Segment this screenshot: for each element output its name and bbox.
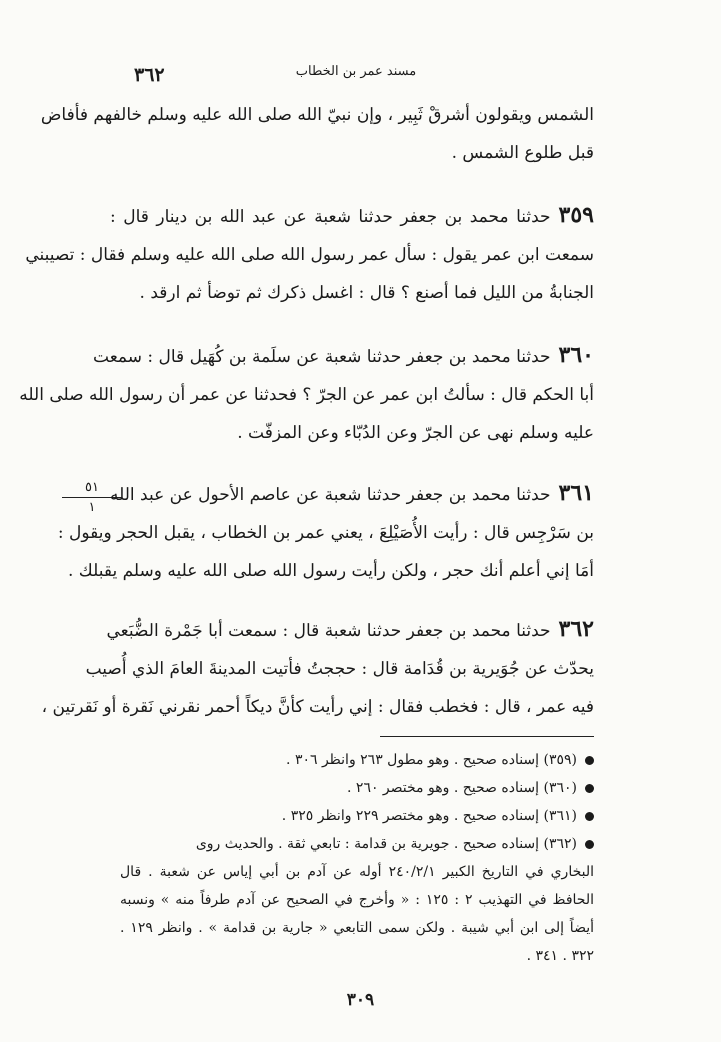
text-line: حدثنا محمد بن جعفر حدثنا شعبة عن عاصم الأحول عن عبد الله [110, 485, 551, 505]
hadith-360 [19, 336, 594, 452]
text-line: عليه وسلم نهى عن الجرّ وعن الدُبّاء وعن المزفّت . [237, 423, 594, 443]
text-line: بن سَرْجِس قال : رأيت الأُصَيْلِعَ ، يعني عمر بن الخطاب ، يقبل الحجر ويقول : [57, 523, 594, 543]
footnote-separator [380, 736, 594, 737]
footnotes [120, 746, 594, 970]
hadith-number: ٣٥٩ [558, 202, 594, 228]
bullet-icon [585, 784, 594, 793]
footnote-continuation: ٣٢٢ . ٣٤١ . [526, 948, 594, 964]
text-line: قبل طلوع الشمس . [451, 143, 594, 163]
header-page-number: ٣٦٢ [134, 64, 165, 86]
text-line: أبا الحكم قال : سألتُ ابن عمر عن الجرّ ؟ فحدثنا عن عمر أن رسول الله صلى الله [19, 385, 594, 405]
text-line: فيه عمر ، قال : فخطب فقال : إني رأيت كأنَّ ديكاً أحمر نقرني نَقرة أو نَقرتين ، [41, 697, 594, 717]
footnote-continuation: أيضاً إلى ابن أبي شيبة . ولكن سمى التابعي « جارية بن قدامة » . وانظر ١٢٩ . [120, 920, 594, 936]
hadith-number: ٣٦١ [558, 480, 594, 506]
hadith-number: ٣٦٢ [558, 616, 594, 642]
text-line: أمَا إني أعلم أنك حجر ، ولكن رأيت رسول الله صلى الله عليه وسلم يقبلك . [67, 561, 594, 581]
text-line: الجنابةُ من الليل فما أصنع ؟ قال : اغسل ذكرك ثم توضأ ثم ارقد . [139, 283, 594, 303]
running-header [120, 62, 592, 86]
paragraph-continuation [40, 96, 594, 172]
text-line: الشمس ويقولون أشرقْ ثَبِير ، وإن نبيّ الله صلى الله عليه وسلم خالفهم فأفاض [40, 105, 594, 125]
text-line: حدثنا محمد بن جعفر حدثنا شعبة عن عبد الله بن دينار قال : [110, 207, 551, 227]
text-line: سمعت ابن عمر يقول : سأل عمر رسول الله صلى الله عليه وسلم فقال : تصيبني [25, 245, 594, 265]
footnote-continuation: الحافظ في التهذيب ٢ : ١٢٥ : « وأخرج في الصحيح عن آدم طرفاً منه » ونسبه [120, 892, 594, 908]
margin-note-bottom: ١ [88, 500, 96, 515]
text-line: حدثنا محمد بن جعفر حدثنا شعبة قال : سمعت أبا جَمْرة الضُّبَعي [106, 621, 551, 641]
bullet-icon [585, 812, 594, 821]
margin-note-top: ٥١ [62, 480, 122, 498]
footer-page-number: ٣٠٩ [346, 990, 375, 1010]
header-title: مسند عمر بن الخطاب [295, 64, 417, 79]
footnote [120, 774, 594, 802]
hadith-362 [41, 610, 594, 726]
hadith-number: ٣٦٠ [558, 342, 594, 368]
bullet-icon [585, 840, 594, 849]
footnote [120, 830, 594, 858]
footnote-text: (٣٦٢) إسناده صحيح . جويرية بن قدامة : تابعي ثقة . والحديث روى [195, 836, 577, 852]
text-line: يحدّث عن جُوَيرية بن قُدَامة قال : حججتُ فأتيت المدينةَ العامَ الذي أُصيب [85, 659, 594, 679]
footnote-text: (٣٦١) إسناده صحيح . وهو مختصر ٢٢٩ وانظر ٣٢٥ . [281, 808, 577, 824]
text-line: حدثنا محمد بن جعفر حدثنا شعبة عن سلَمة بن كُهَيل قال : سمعت [93, 347, 551, 367]
footnote [120, 746, 594, 774]
hadith-359 [25, 196, 594, 312]
footnote [120, 802, 594, 830]
bullet-icon [585, 756, 594, 765]
footnote-continuation: البخاري في التاريخ الكبير ٢٤٠/٢/١ أوله عن آدم بن أبي إياس عن شعبة . قال [120, 864, 594, 880]
footnote-text: (٣٦٠) إسناده صحيح . وهو مختصر ٢٦٠ . [347, 780, 577, 796]
footnote-text: (٣٥٩) إسناده صحيح . وهو مطول ٢٦٣ وانظر ٣٠٦ . [286, 752, 577, 768]
